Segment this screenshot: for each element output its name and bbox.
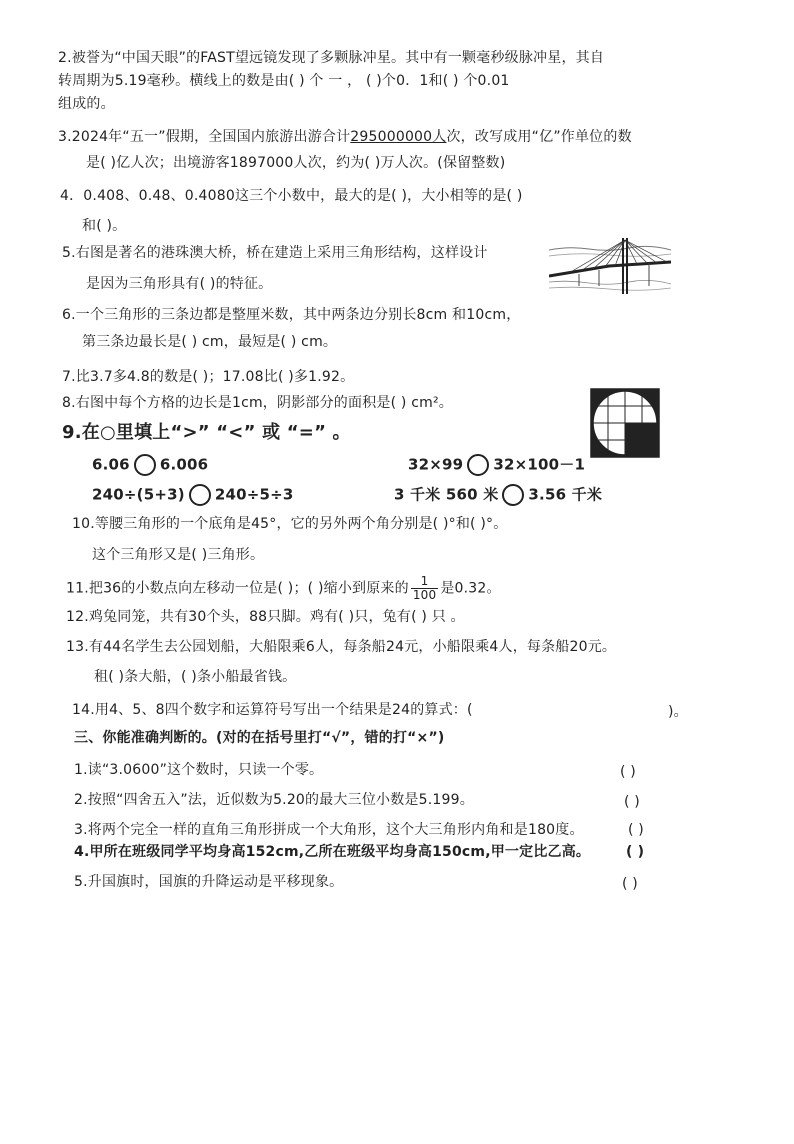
q3-underlined-number: 295000000人 [350,129,447,145]
q5-line2: 是因为三角形具有( )的特征。 [86,276,273,292]
q2-line2: 转周期为5.19毫秒。横线上的数是由( ) 个 一 ， ( )个0．1和( ) 个0.01 [58,73,510,89]
judge-5-text: 5.升国旗时，国旗的升降运动是平移现象。 [74,874,344,890]
q9-r1a-right: 6.006 [159,455,209,474]
q13-line2: 租( )条大船，( )条小船最省钱。 [94,669,297,685]
judge-3-text: 3.将两个完全一样的直角三角形拼成一个大角形，这个大三角形内角和是180度。 [74,822,584,838]
compare-circle-3[interactable] [189,484,211,506]
q6-line2: 第三条边最长是( ) cm，最短是( ) cm。 [82,334,338,350]
q10-line2: 这个三角形又是( )三角形。 [92,547,265,563]
q13-line1: 13.有44名学生去公园划船，大船限乘6人，每条船24元，小船限乘4人，每条船20元。 [66,639,617,655]
q3-line1-pre: 3.2024年“五一”假期，全国国内旅游出游合计 [58,129,351,145]
q12-line1: 12.鸡兔同笼，共有30个头，88只脚。鸡有( )只，兔有( ) 只 。 [66,609,465,625]
q3-line1-post: 次，改写成用“亿”作单位的数 [446,129,632,145]
compare-circle-1[interactable] [134,454,156,476]
q11-post: 是0.32。 [440,580,501,597]
q11-line1 [66,575,501,602]
q8-line1: 8.右图中每个方格的边长是1cm，阴影部分的面积是( ) cm²。 [62,395,453,411]
q6-line1: 6.一个三角形的三条边都是整厘米数，其中两条边分别长8cm 和10cm， [62,307,521,323]
q9-r2a-left: 240÷(5+3) [92,485,185,504]
q9-row2-b [394,484,602,506]
judge-4-paren[interactable]: ( ) [626,844,645,860]
judge-3-paren[interactable]: ( ) [628,822,644,838]
q4-line1: 4．0.408、0.48、0.4080这三个小数中，最大的是( )，大小相等的是( ) [60,188,523,204]
q9-r1b-left: 32×99 [408,455,464,474]
grid-circle-figure [590,388,660,458]
compare-circle-4[interactable] [502,484,524,506]
judge-1-text: 1.读“3.0600”这个数时，只读一个零。 [74,762,324,778]
section3-title: 三、你能准确判断的。(对的在括号里打“√”，错的打“×”) [74,730,445,746]
q9-title: 9.在○里填上“>” “<” 或 “=” 。 [62,422,351,443]
judge-2-paren[interactable]: ( ) [624,794,640,810]
judge-5-paren[interactable]: ( ) [622,876,638,892]
q14-line1: 14.用4、5、8四个数字和运算符号写出一个结果是24的算式：( [72,702,473,718]
q11-fraction-numerator: 1 [411,575,439,589]
judge-4-text: 4.甲所在班级同学平均身高152cm,乙所在班级平均身高150cm,甲一定比乙高。 [74,844,591,860]
judge-1-paren[interactable]: ( ) [620,764,636,780]
bridge-image [549,236,671,298]
q9-row1-b [408,454,585,476]
q2-line1: 2.被誉为“中国天眼”的FAST望远镜发现了多颗脉冲星。其中有一颗毫秒级脉冲星，其自 [58,50,605,66]
q9-r1a-left: 6.06 [92,455,130,474]
q7-line1: 7.比3.7多4.8的数是( )；17.08比( )多1.92。 [62,369,355,385]
q9-row2-a [92,484,294,506]
q9-r2b-right: 3.56 千米 [528,485,603,504]
q5-line1: 5.右图是著名的港珠澳大桥，桥在建造上采用三角形结构，这样设计 [62,245,488,261]
q4-line2: 和( )。 [82,218,127,234]
q9-r1b-right: 32×100－1 [493,455,586,474]
q10-line1: 10.等腰三角形的一个底角是45°，它的另外两个角分别是( )°和( )°。 [72,516,508,532]
q11-pre: 11.把36的小数点向左移动一位是( )；( )缩小到原来的 [66,580,409,597]
q2-line3: 组成的。 [58,96,115,112]
q3-line1 [58,128,632,146]
judge-2-text: 2.按照“四舍五入”法，近似数为5.20的最大三位小数是5.199。 [74,792,474,808]
q9-r2b-left: 3 千米 560 米 [394,485,499,504]
q9-row1-a [92,454,208,476]
q3-line2: 是( )亿人次；出境游客1897000人次，约为( )万人次。(保留整数) [86,155,506,171]
q11-fraction [411,575,439,602]
q11-fraction-denominator: 100 [412,588,437,602]
q9-r2a-right: 240÷5÷3 [214,485,294,504]
compare-circle-2[interactable] [467,454,489,476]
q14-end: )。 [668,704,688,720]
